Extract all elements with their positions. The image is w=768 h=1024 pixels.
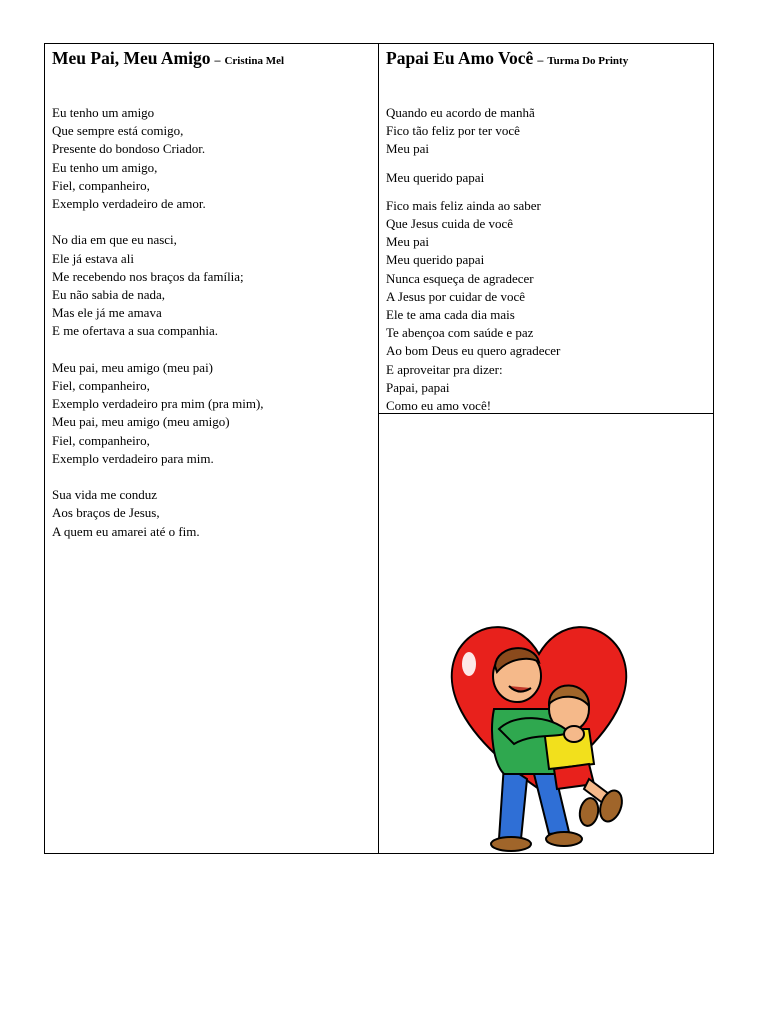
lyric-line: Meu pai (386, 141, 429, 157)
right-title-dash: – (537, 53, 544, 67)
lyric-line: Nunca esqueça de agradecer (386, 270, 534, 286)
lyric-line: Como eu amo você! (386, 398, 492, 414)
lyric-line: Sua vida me conduz (52, 487, 158, 503)
left-title-dash: – (214, 53, 221, 67)
lyric-line: Te abençoa com saúde e paz (386, 325, 534, 341)
lyric-line: Ele já estava ali (52, 250, 134, 266)
lyric-line: Me recebendo nos braços da família; (52, 268, 244, 284)
lyric-line: Fiel, companheiro, (52, 177, 150, 193)
lyric-line: E me ofertava a sua companhia. (52, 323, 219, 339)
lyric-line: Meu pai, meu amigo (meu amigo) (52, 414, 230, 430)
left-song-title: Meu Pai, Meu Amigo (52, 48, 211, 68)
lyric-line: Meu querido papai (386, 252, 485, 268)
lyric-line: E aproveitar pra dizer: (386, 361, 503, 377)
lyric-line: A Jesus por cuidar de você (386, 288, 525, 304)
lyric-line: Aos braços de Jesus, (52, 505, 160, 521)
lyric-line: Fiel, companheiro, (52, 432, 150, 448)
lyric-line: Meu querido papai (386, 169, 485, 185)
lyric-line: Quando eu acordo de manhã (386, 105, 535, 120)
lyric-line: No dia em que eu nasci, (52, 232, 177, 248)
illustration-cell (379, 414, 713, 853)
right-song-title: Papai Eu Amo Você (386, 48, 534, 68)
lyric-line: Meu pai, meu amigo (meu pai) (52, 359, 214, 375)
lyric-line: Exemplo verdadeiro de amor. (52, 196, 206, 212)
lyric-line: Que sempre está comigo, (52, 123, 184, 139)
right-lyrics (386, 104, 560, 415)
lyric-line: Fico mais feliz ainda ao saber (386, 197, 541, 213)
right-column (379, 44, 713, 853)
lyric-line: Mas ele já me amava (52, 305, 162, 321)
father-hugging-child-heart-illustration (439, 614, 639, 854)
lyric-line: Eu não sabia de nada, (52, 287, 165, 303)
lyric-line: Eu tenho um amigo, (52, 159, 158, 175)
lyric-line: Que Jesus cuida de você (386, 216, 514, 232)
lyric-line: Exemplo verdadeiro pra mim (pra mim), (52, 396, 264, 412)
right-song-author: Turma Do Printy (547, 55, 629, 67)
right-song-title-line (386, 48, 628, 69)
left-column (45, 44, 379, 853)
lyric-line: A quem eu amarei até o fim. (52, 523, 200, 539)
lyric-line: Fico tão feliz por ter você (386, 123, 520, 139)
lyrics-table (44, 43, 714, 854)
lyric-line: Papai, papai (386, 379, 450, 395)
lyric-line: Exemplo verdadeiro para mim. (52, 450, 214, 466)
left-song-author: Cristina Mel (224, 55, 285, 67)
left-lyrics (52, 104, 264, 541)
left-song-title-line (52, 48, 284, 69)
lyric-line: Ao bom Deus eu quero agradecer (386, 343, 561, 359)
lyric-line: Ele te ama cada dia mais (386, 307, 515, 323)
lyric-line: Eu tenho um amigo (52, 105, 155, 120)
lyric-line: Fiel, companheiro, (52, 378, 150, 394)
right-lyrics-cell (379, 44, 713, 414)
lyric-line: Meu pai (386, 234, 429, 250)
lyric-line: Presente do bondoso Criador. (52, 141, 206, 157)
